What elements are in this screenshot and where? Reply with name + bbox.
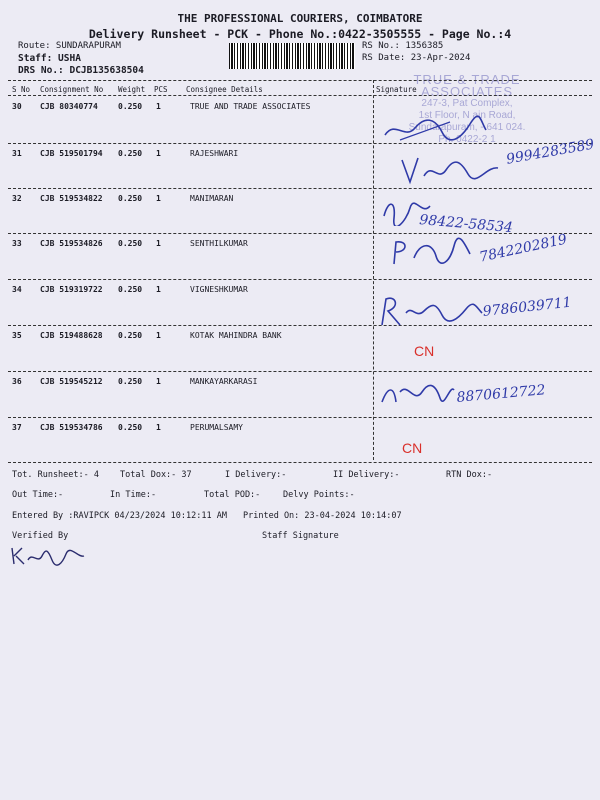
row-consignment: CJB 519488628 [40, 331, 103, 340]
delvy-points: Delvy Points:- [283, 490, 355, 500]
row-weight: 0.250 [118, 102, 143, 111]
row-consignee: SENTHILKUMAR [190, 239, 248, 248]
row-sno: 33 [12, 239, 22, 248]
row-consignee: KOTAK MAHINDRA BANK [190, 331, 282, 340]
verifier-signature [8, 544, 88, 568]
rs-date: RS Date: 23-Apr-2024 [362, 53, 471, 63]
cn-mark-row-37: CN [402, 440, 423, 456]
row-divider [8, 325, 592, 326]
col-consignee: Consignee Details [186, 85, 263, 94]
row-consignment: CJB 519501794 [40, 149, 103, 158]
staff-signature-label: Staff Signature [262, 531, 339, 541]
row-consignment: CJB 519534826 [40, 239, 103, 248]
row-pcs: 1 [156, 102, 161, 111]
row-consignee: TRUE AND TRADE ASSOCIATES [190, 102, 311, 111]
document-subtitle: Delivery Runsheet - PCK - Phone No.:0422-3505555 - Page No.:4 [88, 27, 512, 41]
row-weight: 0.250 [118, 194, 143, 203]
row-pcs: 1 [156, 423, 161, 432]
entered-by: Entered By :RAVIPCK 04/23/2024 10:12:11 AM [12, 511, 227, 521]
stamp-line-6: Ph. 0422-2 1 [438, 134, 496, 145]
row-pcs: 1 [156, 239, 161, 248]
row-consignment: CJB 519545212 [40, 377, 103, 386]
col-pcs: PCS [154, 85, 168, 94]
total-dox: Total Dox:- 37 [120, 470, 192, 480]
col-signature: Signature [376, 85, 417, 94]
total-pod: Total POD:- [204, 490, 261, 500]
row-sno: 35 [12, 331, 22, 340]
printed-on: Printed On: 23-04-2024 10:14:07 [243, 511, 402, 521]
row-pcs: 1 [156, 285, 161, 294]
row-consignee: VIGNESHKUMAR [190, 285, 248, 294]
row-consignment: CJB 519319722 [40, 285, 103, 294]
stamp-line-3: 247-3, Pat Complex, [421, 98, 513, 109]
document-title: THE PROFESSIONAL COURIERS, COIMBATORE [177, 12, 423, 25]
signature-row-30 [380, 110, 490, 150]
cn-mark-row-35: CN [414, 343, 435, 359]
out-time: Out Time:- [12, 490, 64, 500]
col-weight: Weight [118, 85, 146, 94]
table-header-rule [8, 95, 592, 96]
row-sno: 32 [12, 194, 22, 203]
verified-by-label: Verified By [12, 531, 69, 541]
row-weight: 0.250 [118, 331, 143, 340]
row-pcs: 1 [156, 331, 161, 340]
row-weight: 0.250 [118, 285, 143, 294]
row-divider [8, 188, 592, 189]
row-pcs: 1 [156, 377, 161, 386]
route-label: Route: SUNDARAPURAM [18, 41, 121, 51]
row-consignee: RAJESHWARI [190, 149, 239, 158]
row-sno: 37 [12, 423, 22, 432]
row-sno: 34 [12, 285, 22, 294]
handwritten-phone-35: 9786039711 [482, 294, 573, 320]
signature-row-31 [398, 152, 503, 188]
signature-row-35 [376, 293, 484, 331]
stamp-line-2: ASSOCIATES [420, 84, 514, 99]
in-time: In Time:- [110, 490, 157, 500]
row-weight: 0.250 [118, 423, 143, 432]
handwritten-phone-31: 9994283589 [505, 136, 596, 168]
row-divider [8, 143, 592, 144]
handwritten-phone-33: 7842202819 [478, 231, 569, 266]
i-delivery: I Delivery:- [225, 470, 287, 480]
col-sno: S No [12, 85, 31, 94]
stamp-line-4: 1st Floor, N ain Road, [418, 110, 516, 121]
row-consignment: CJB 519534822 [40, 194, 103, 203]
row-divider [8, 417, 592, 418]
ii-delivery: II Delivery:- [333, 470, 400, 480]
signature-row-33 [390, 236, 472, 268]
row-sno: 36 [12, 377, 22, 386]
col-consignment: Consignment No [40, 85, 104, 94]
row-pcs: 1 [156, 149, 161, 158]
stamp-line-5: Sundarapuram, - 641 024. [408, 122, 526, 133]
row-consignment: CJB 519534786 [40, 423, 103, 432]
stamp-line-1: TRUE & TRADE [413, 72, 521, 87]
row-consignment: CJB 80340774 [40, 102, 98, 111]
handwritten-phone-36: 8870612722 [456, 382, 547, 406]
rtn-dox: RTN Dox:- [446, 470, 493, 480]
signature-row-36 [378, 378, 456, 410]
signature-column-divider [373, 80, 374, 460]
row-consignee: MANIMARAN [190, 194, 234, 203]
staff-label: Staff: USHA [18, 53, 81, 64]
row-divider [8, 279, 592, 280]
row-consignee: MANKAYARKARASI [190, 377, 258, 386]
row-divider [8, 371, 592, 372]
row-sno: 31 [12, 149, 22, 158]
row-pcs: 1 [156, 194, 161, 203]
row-weight: 0.250 [118, 239, 143, 248]
row-weight: 0.250 [118, 377, 143, 386]
drs-number: DRS No.: DCJB135638504 [18, 65, 144, 76]
tot-runsheet: Tot. Runsheet:- 4 [12, 470, 99, 480]
row-consignee: PERUMALSAMY [190, 423, 243, 432]
table-bottom-rule [8, 462, 592, 463]
rs-number: RS No.: 1356385 [362, 41, 444, 51]
barcode [229, 43, 355, 69]
table-top-rule [8, 80, 592, 81]
handwritten-phone-32: 98422-58534 [418, 212, 514, 237]
row-sno: 30 [12, 102, 22, 111]
row-weight: 0.250 [118, 149, 143, 158]
